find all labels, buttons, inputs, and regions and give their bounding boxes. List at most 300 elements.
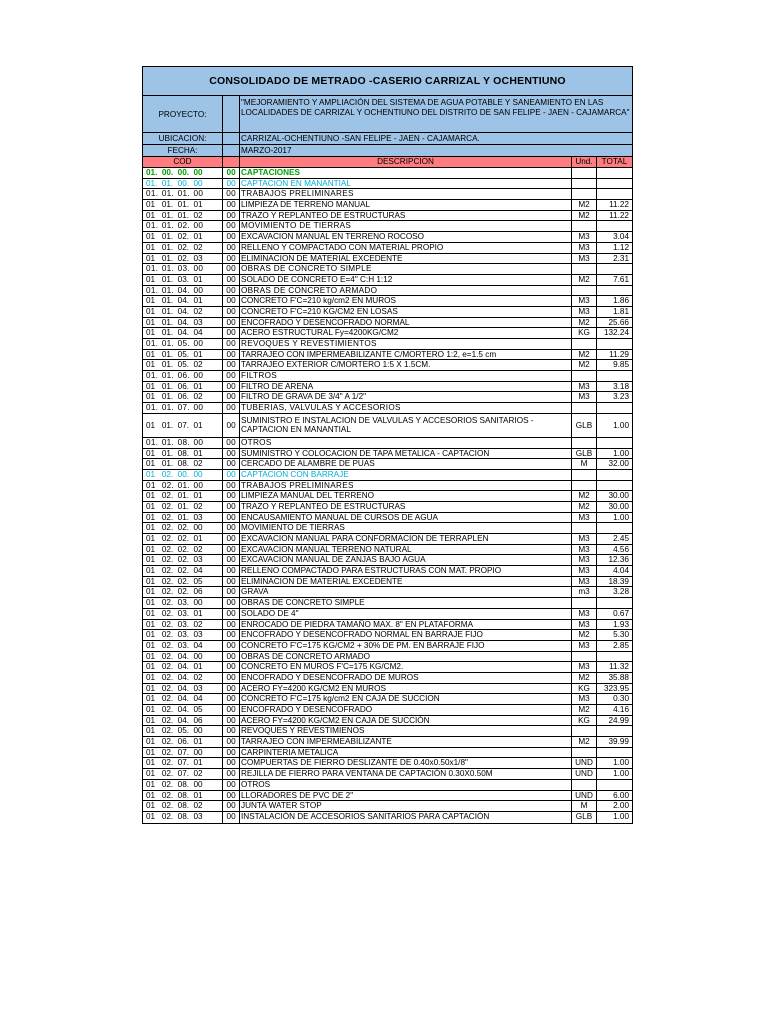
code-suffix: 00 [223, 598, 240, 608]
code-divider [209, 350, 223, 360]
code-suffix: 00 [223, 286, 240, 296]
code-part: 00 [193, 523, 203, 533]
code-part: 01. [161, 189, 175, 199]
row-code [143, 705, 240, 715]
row-unit [572, 523, 597, 533]
row-unit: M3 [572, 694, 597, 704]
code-divider [209, 566, 223, 576]
row-description: CAPTACIONES [240, 168, 572, 178]
code-suffix: 00 [223, 438, 240, 448]
code-part: 04 [193, 566, 203, 576]
code-part: 01 [146, 694, 156, 704]
code-part: 01. [161, 403, 175, 413]
code-part: 01. [161, 296, 174, 306]
row-total [597, 286, 632, 296]
row-total: 2.45 [613, 534, 629, 543]
table-row [143, 662, 632, 673]
row-description: EXCAVACION MANUAL PARA CONFORMACION DE TERRAPLEN [240, 534, 572, 544]
code-part: 08. [177, 779, 190, 789]
row-description: EXCAVACION MANUAL TERRENO NATURAL [240, 545, 572, 555]
code-divider [209, 296, 223, 306]
fecha-value: MARZO-2017 [241, 146, 292, 155]
fecha-label: FECHA: [143, 145, 223, 156]
code-part: 01. [146, 168, 158, 177]
code-part: 02. [177, 534, 190, 543]
table-row [143, 296, 632, 307]
row-code [143, 609, 240, 619]
code-part: 07. [177, 420, 190, 430]
row-description: OTROS [240, 780, 572, 790]
code-part: 01. [161, 381, 174, 391]
code-part: 08. [177, 459, 190, 469]
row-description: INSTALACIÓN DE ACCESORIOS SANITARIOS PARA CAPTACIÓN [240, 812, 572, 823]
row-total: 32.00 [608, 459, 629, 469]
row-unit [572, 371, 597, 381]
row-unit [572, 221, 597, 231]
code-divider [209, 286, 223, 296]
code-part: 01 [146, 448, 156, 458]
code-part: 02. [161, 534, 174, 543]
row-code [143, 662, 240, 672]
row-code [143, 598, 240, 608]
row-total: 5.30 [613, 630, 629, 640]
code-part: 00. [177, 168, 190, 177]
code-part: 01 [146, 651, 156, 661]
table-row [143, 812, 632, 823]
code-divider [209, 812, 223, 823]
code-divider [209, 275, 223, 285]
row-code [143, 275, 240, 285]
code-part: 05. [177, 726, 190, 736]
code-part: 01 [146, 392, 156, 402]
code-part: 01 [146, 790, 156, 800]
code-divider [209, 200, 223, 210]
row-total: 4.16 [613, 705, 629, 714]
code-part: 03 [193, 630, 203, 640]
row-total: 1.00 [613, 512, 629, 522]
row-code [143, 641, 240, 651]
row-unit: M2 [572, 275, 597, 285]
row-code [143, 726, 240, 736]
code-divider [209, 392, 223, 402]
row-unit [572, 780, 597, 790]
code-part: 04 [193, 640, 203, 650]
table-row [143, 459, 632, 470]
row-total: 3.18 [613, 381, 629, 391]
table-row [143, 748, 632, 759]
sheet-title: CONSOLIDADO DE METRADO -CASERIO CARRIZAL Y OCHENTIUNO [143, 67, 632, 96]
code-part: 01 [146, 587, 156, 597]
row-total [597, 189, 632, 199]
row-description: OBRAS DE CONCRETO ARMADO [240, 652, 572, 662]
row-unit: M3 [572, 555, 597, 565]
row-description: ENROCADO DE PIEDRA TAMAÑO MAX. 8" EN PLATAFORMA [240, 620, 572, 630]
row-unit: M3 [572, 232, 597, 242]
row-unit [572, 438, 597, 448]
code-part: 05. [177, 339, 190, 348]
row-description: FILTROS [240, 371, 572, 381]
code-part: 01 [146, 534, 156, 543]
code-part: 02 [193, 306, 203, 316]
code-part: 04. [177, 705, 190, 714]
code-part: 00 [193, 285, 204, 295]
table-row [143, 232, 632, 243]
code-part: 01 [193, 296, 203, 306]
code-suffix: 00 [223, 275, 240, 285]
row-total [597, 470, 632, 480]
code-part: 01. [161, 242, 174, 252]
code-part: 02. [161, 630, 174, 640]
code-part: 01 [146, 480, 156, 490]
code-part: 02. [161, 598, 174, 608]
table-row [143, 716, 632, 727]
code-part: 02. [161, 501, 174, 511]
row-code [143, 296, 240, 306]
code-part: 00 [193, 168, 203, 177]
code-divider [209, 491, 223, 501]
row-unit: M3 [572, 641, 597, 651]
code-part: 01 [193, 737, 203, 747]
code-divider [209, 780, 223, 790]
code-part: 01 [146, 328, 156, 338]
row-description: OBRAS DE CONCRETO SIMPLE [240, 598, 572, 608]
code-part: 01 [146, 683, 156, 693]
row-unit: M2 [572, 705, 597, 715]
code-part: 01 [193, 758, 203, 768]
row-description: CERCADO DE ALAMBRE DE PUAS [240, 459, 572, 469]
code-part: 01. [146, 339, 159, 348]
code-part: 03. [177, 264, 190, 274]
code-part: 03 [193, 253, 203, 263]
code-divider [209, 726, 223, 736]
row-total [597, 748, 632, 758]
code-part: 03 [193, 555, 203, 565]
row-description: CONCRETO F'C=175 kg/cm2 EN CAJA DE SUCCION [240, 694, 572, 704]
proyecto-label: PROYECTO: [143, 96, 223, 132]
row-description: OBRAS DE CONCRETO SIMPLE [240, 264, 572, 274]
code-part: 02. [161, 608, 174, 618]
row-description: TARRAJEO EXTERIOR C/MORTERO 1:5 X 1.5CM. [240, 360, 572, 370]
row-code [143, 211, 240, 221]
code-part: 02. [161, 779, 174, 789]
table-row [143, 587, 632, 598]
table-row [143, 328, 632, 339]
code-divider [209, 609, 223, 619]
row-description: LLORADORES DE PVC DE 2" [240, 791, 572, 801]
table-row [143, 555, 632, 566]
row-unit: M3 [572, 577, 597, 587]
row-description: RELLENO Y COMPACTADO CON MATERIAL PROPIO [240, 243, 572, 253]
row-code [143, 801, 240, 811]
code-part: 02. [177, 566, 190, 576]
code-suffix: 00 [223, 350, 240, 360]
code-part: 01 [146, 317, 156, 327]
code-part: 02. [161, 555, 174, 565]
table-row [143, 630, 632, 641]
code-part: 01 [146, 758, 156, 768]
row-unit: M3 [572, 382, 597, 392]
row-code [143, 200, 240, 210]
code-suffix: 00 [223, 577, 240, 587]
table-row [143, 200, 632, 211]
code-divider [209, 534, 223, 544]
row-total [597, 221, 632, 231]
row-unit [572, 598, 597, 608]
table-row [143, 438, 632, 449]
code-part: 02. [161, 566, 174, 576]
row-unit: M [572, 801, 597, 811]
code-part: 01. [146, 437, 159, 447]
code-suffix: 00 [223, 189, 240, 199]
row-description: FILTRO DE ARENA [240, 382, 572, 392]
code-part: 01 [146, 737, 156, 747]
code-suffix: 00 [223, 392, 240, 402]
row-code [143, 694, 240, 704]
code-suffix: 00 [223, 211, 240, 221]
code-divider [209, 801, 223, 811]
code-divider [209, 438, 223, 448]
code-part: 02 [193, 619, 203, 629]
code-suffix: 00 [223, 200, 240, 210]
code-divider [209, 545, 223, 555]
code-part: 01 [146, 576, 156, 586]
row-unit: GLB [572, 449, 597, 459]
table-row [143, 286, 632, 297]
row-unit: M3 [572, 296, 597, 306]
row-description: CAPTACION EN MANANTIAL [240, 179, 572, 189]
code-divider [209, 652, 223, 662]
code-part: 02. [161, 705, 174, 714]
code-part: 02. [161, 544, 174, 554]
row-description: ENCOFRADO Y DESENCOFRADO [240, 705, 572, 715]
code-part: 01. [161, 448, 174, 458]
row-unit [572, 189, 597, 199]
code-part: 02. [177, 232, 190, 242]
row-code [143, 360, 240, 370]
code-suffix: 00 [223, 769, 240, 779]
code-divider [209, 179, 223, 189]
code-suffix: 00 [223, 502, 240, 512]
row-unit [572, 726, 597, 736]
code-part: 00. [161, 168, 174, 177]
code-part: 01. [177, 480, 190, 490]
code-divider [209, 523, 223, 533]
code-part: 01 [193, 662, 203, 672]
row-total [597, 264, 632, 274]
code-part: 02 [193, 544, 203, 554]
code-part: 00 [193, 437, 204, 447]
code-part: 02. [161, 491, 174, 501]
row-unit: M3 [572, 254, 597, 264]
table-row [143, 491, 632, 502]
code-part: 01. [161, 328, 174, 338]
code-part: 01 [146, 274, 156, 284]
row-code [143, 812, 240, 823]
row-description: FILTRO DE GRAVA DE 3/4" A 1/2" [240, 392, 572, 402]
row-total: 18.39 [608, 576, 629, 586]
code-part: 02. [161, 715, 174, 725]
code-divider [209, 264, 223, 274]
row-description: CARPINTERIA METALICA [240, 748, 572, 758]
row-code [143, 382, 240, 392]
code-suffix: 00 [223, 371, 240, 381]
code-part: 01 [146, 306, 156, 316]
code-part: 03. [177, 640, 190, 650]
code-suffix: 00 [223, 168, 240, 178]
code-part: 01 [146, 630, 156, 640]
ubicacion-value: CARRIZAL-OCHENTIUNO -SAN FELIPE - JAEN - CAJAMARCA. [241, 134, 480, 143]
code-part: 01. [161, 285, 175, 295]
code-divider [209, 339, 223, 349]
code-suffix: 00 [223, 264, 240, 274]
code-suffix: 00 [223, 630, 240, 640]
code-part: 01 [146, 811, 156, 821]
code-suffix: 00 [223, 694, 240, 704]
code-divider [209, 694, 223, 704]
code-part: 02. [177, 221, 190, 231]
code-part: 01 [146, 705, 156, 714]
row-description: TARRAJEO CON IMPERMEABILIZANTE [240, 737, 572, 747]
code-part: 03 [193, 317, 203, 327]
row-unit [572, 652, 597, 662]
code-part: 04. [177, 296, 190, 306]
row-unit: M2 [572, 737, 597, 747]
code-part: 03. [177, 619, 190, 629]
code-part: 05 [193, 576, 203, 586]
row-code [143, 620, 240, 630]
code-part: 02. [161, 758, 174, 768]
row-description: MOVIMIENTO DE TIERRAS [240, 221, 572, 231]
row-total [597, 371, 632, 381]
code-divider [209, 620, 223, 630]
code-part: 01 [146, 747, 156, 757]
row-description: ELIMINACION DE MATERIAL EXCEDENTE [240, 577, 572, 587]
code-divider [209, 555, 223, 565]
row-code [143, 491, 240, 501]
code-part: 00 [193, 779, 203, 789]
table-row [143, 382, 632, 393]
code-part: 06 [193, 587, 203, 597]
code-part: 01 [146, 349, 156, 359]
row-description: ENCOFRADO Y DESENCOFRADO DE MUROS [240, 673, 572, 683]
code-suffix: 00 [223, 758, 240, 768]
code-part: 01 [146, 512, 156, 522]
code-suffix: 00 [223, 307, 240, 317]
code-part: 02 [193, 459, 203, 469]
table-row [143, 449, 632, 460]
row-code [143, 791, 240, 801]
row-unit: M3 [572, 662, 597, 672]
ubicacion-label: UBICACION: [143, 133, 223, 144]
code-suffix: 00 [223, 737, 240, 747]
code-part: 02. [161, 801, 174, 811]
code-part: 02 [193, 769, 203, 779]
code-part: 02. [177, 544, 190, 554]
code-divider [209, 403, 223, 413]
row-total: 11.22 [609, 200, 629, 210]
code-part: 02 [193, 392, 203, 402]
table-row [143, 392, 632, 403]
code-part: 01. [161, 339, 175, 348]
code-suffix: 00 [223, 470, 240, 480]
row-code [143, 513, 240, 523]
code-suffix: 00 [223, 328, 240, 338]
code-part: 01. [146, 189, 159, 199]
code-part: 00 [193, 726, 203, 736]
row-unit [572, 286, 597, 296]
code-part: 01 [146, 779, 156, 789]
table-row [143, 350, 632, 361]
code-part: 01 [146, 726, 156, 736]
code-part: 00 [193, 339, 204, 348]
code-part: 02. [177, 253, 190, 263]
code-divider [209, 318, 223, 328]
row-total [597, 403, 632, 413]
code-part: 04. [177, 328, 190, 338]
code-part: 03 [193, 811, 203, 821]
code-part: 04. [177, 662, 190, 672]
code-part: 02. [161, 587, 174, 597]
row-total: 25.66 [608, 317, 629, 327]
row-total [597, 179, 632, 189]
code-part: 01 [146, 296, 156, 306]
table-row [143, 577, 632, 588]
code-part: 01 [146, 501, 156, 511]
row-description: OTROS [240, 438, 572, 448]
row-unit [572, 179, 597, 189]
code-part: 01 [146, 232, 156, 242]
code-part: 04. [177, 694, 190, 704]
table-row [143, 694, 632, 705]
code-part: 01 [146, 200, 156, 210]
row-total: 12.36 [608, 555, 629, 565]
code-part: 01 [146, 381, 156, 391]
code-part: 00 [193, 598, 203, 608]
code-suffix: 00 [223, 641, 240, 651]
code-part: 02. [177, 555, 190, 565]
code-suffix: 00 [223, 449, 240, 459]
row-total: 3.28 [613, 587, 629, 597]
code-part: 01. [146, 178, 158, 188]
code-part: 01 [146, 210, 156, 220]
row-total: 2.85 [613, 640, 629, 650]
code-divider [209, 716, 223, 726]
code-divider [209, 307, 223, 317]
code-divider [209, 168, 223, 178]
row-unit: M2 [572, 502, 597, 512]
code-divider [209, 502, 223, 512]
row-unit: M2 [572, 318, 597, 328]
code-part: 01. [161, 349, 174, 359]
code-suffix: 00 [223, 513, 240, 523]
code-divider [209, 748, 223, 758]
row-code [143, 350, 240, 360]
row-total: 39.99 [608, 737, 629, 747]
row-unit: M3 [572, 392, 597, 402]
code-suffix: 00 [223, 534, 240, 544]
row-total: 9.85 [613, 360, 629, 370]
table-row [143, 705, 632, 716]
row-code [143, 339, 240, 349]
code-part: 00 [193, 403, 204, 413]
code-suffix: 00 [223, 652, 240, 662]
code-part: 02 [193, 672, 203, 682]
row-unit: M3 [572, 534, 597, 544]
row-description: TRAZO Y REPLANTEO DE ESTRUCTURAS [240, 502, 572, 512]
code-part: 02. [161, 726, 174, 736]
row-total: 1.00 [613, 769, 629, 779]
proyecto-value: "MEJORAMIENTO Y AMPLIACIÓN DEL SISTEMA DE AGUA POTABLE Y SANEAMIENTO EN LAS LOCALIDADES DE CARRIZAL Y OCHENTIUNO DEL DISTRITO DE SAN FELIPE - JAEN - CAJAMARCA" [241, 98, 630, 117]
